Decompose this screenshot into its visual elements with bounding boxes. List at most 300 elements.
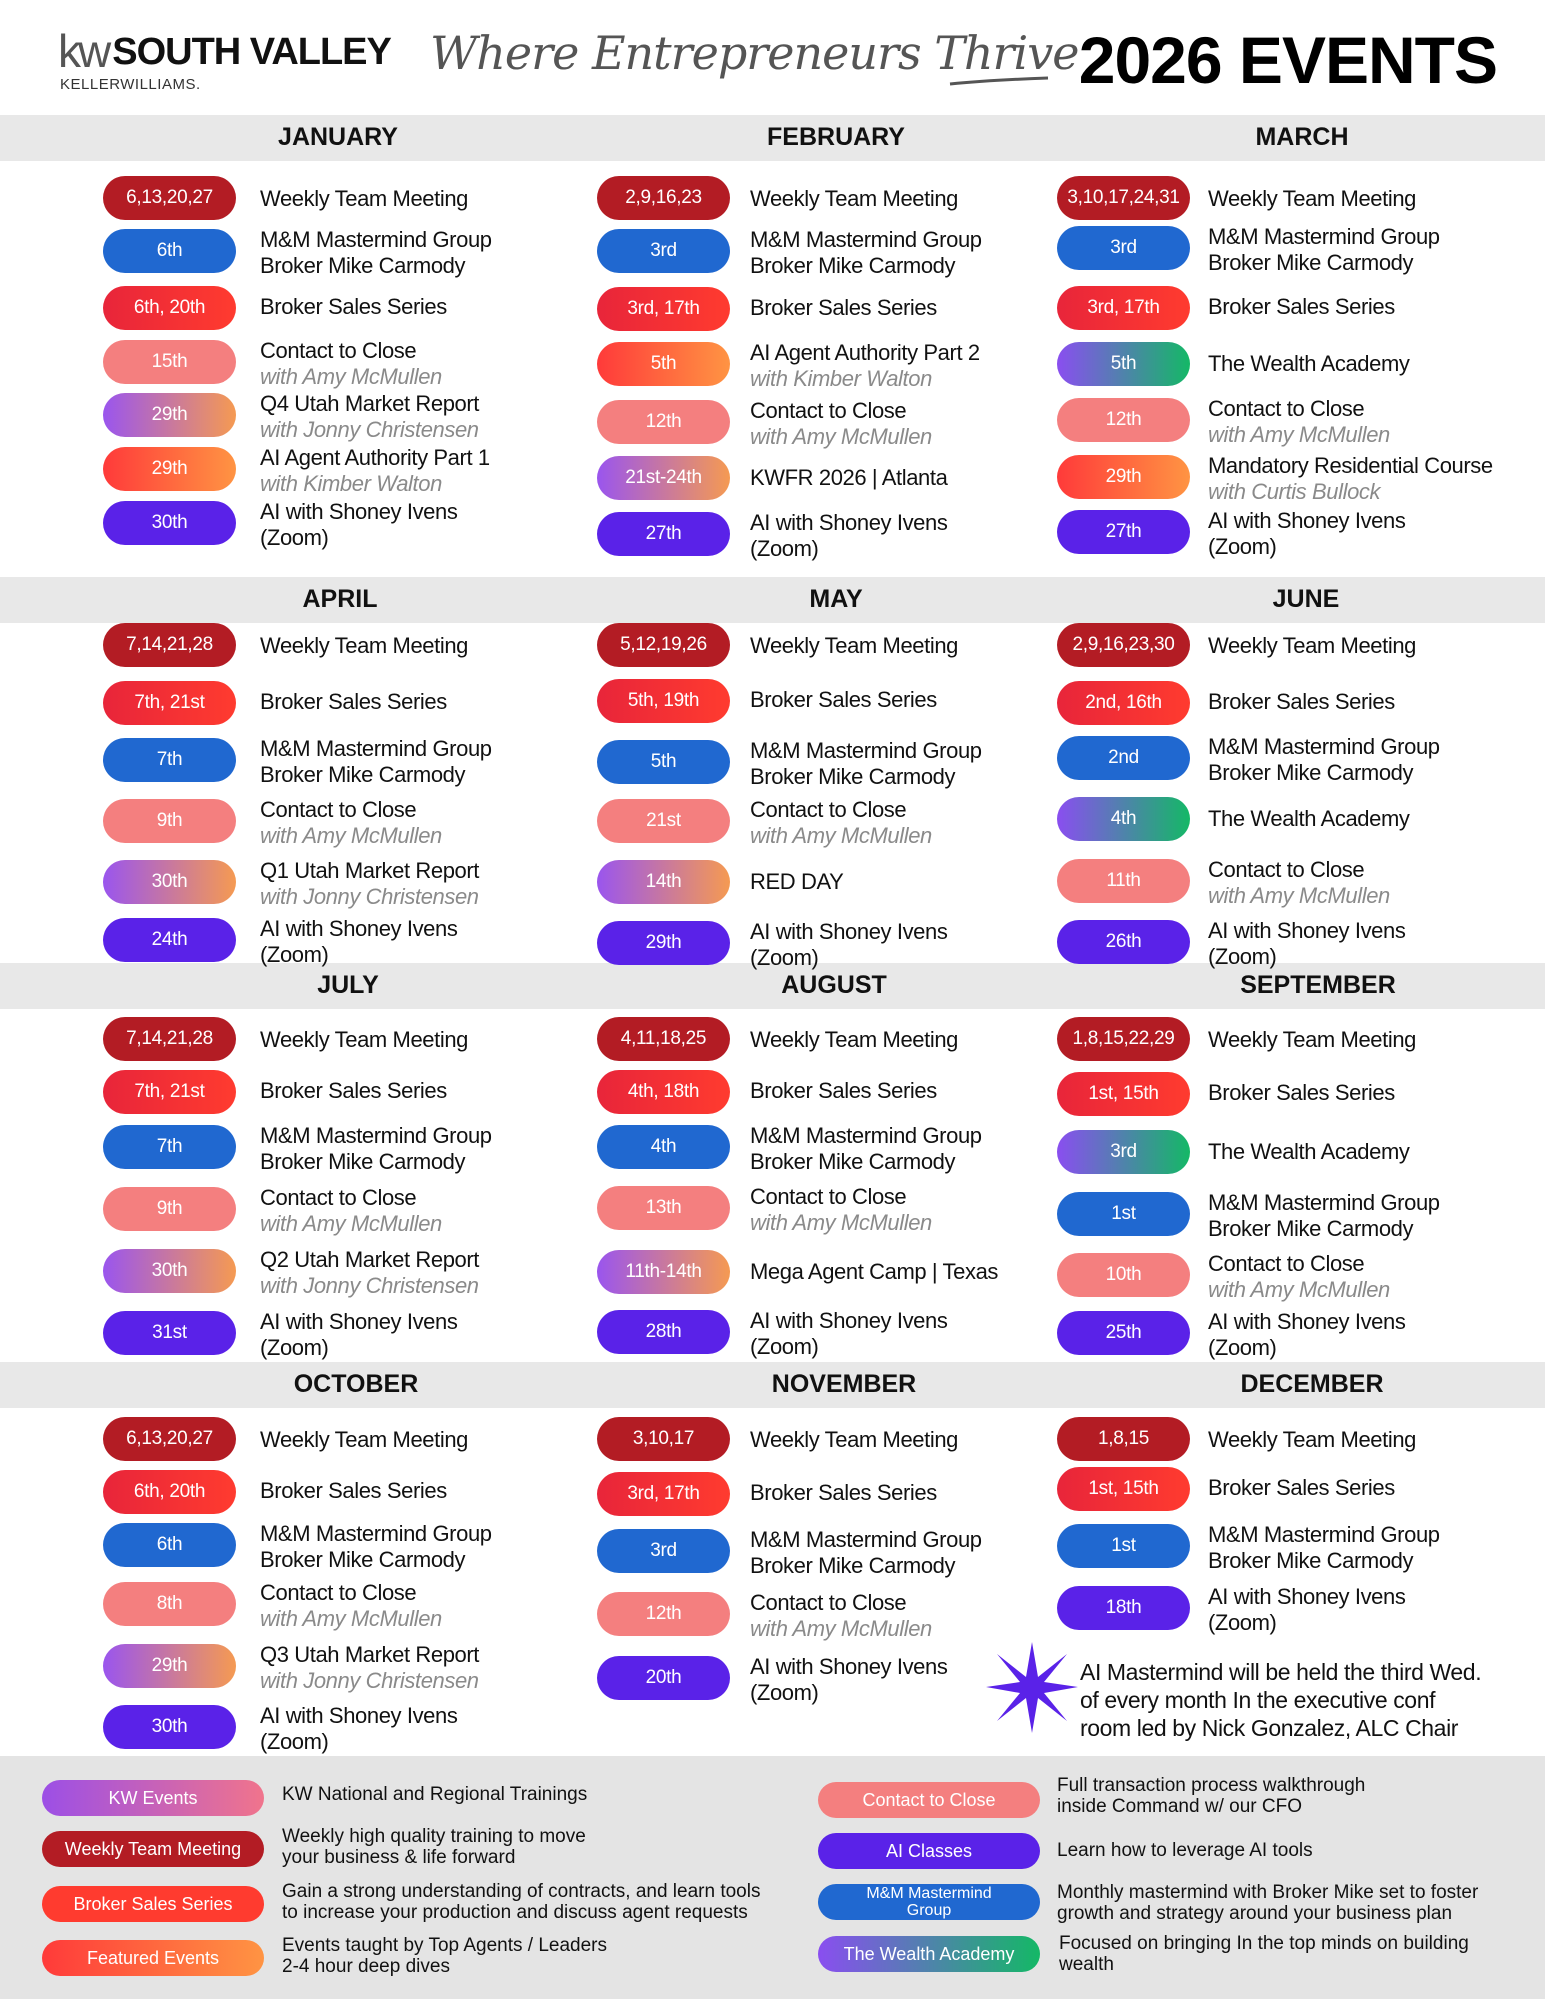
event-q1-utah-market-report <box>260 858 479 910</box>
event-date-pill: 1st, 15th <box>1057 1467 1190 1511</box>
legend-desc-line: to increase your production and discuss agent requests <box>282 1902 748 1923</box>
event-subtitle: (Zoom) <box>1208 944 1277 969</box>
legend-desc-ai-classes <box>1057 1840 1313 1861</box>
event-contact-to-close <box>260 338 442 390</box>
legend-desc-line: Events taught by Top Agents / Leaders <box>282 1935 607 1956</box>
event-presenter: with Amy McMullen <box>1208 883 1390 908</box>
event-title: Contact to Close <box>750 1184 907 1209</box>
event-title: Q2 Utah Market Report <box>260 1247 480 1272</box>
event-date-pill: 9th <box>103 1187 236 1231</box>
event-subtitle: (Zoom) <box>1208 1610 1277 1635</box>
event-date-pill: 7th, 21st <box>103 681 236 725</box>
event-title: AI with Shoney Ivens <box>260 499 458 524</box>
event-date-pill: 12th <box>1057 398 1190 442</box>
event-subtitle: Broker Mike Carmody <box>260 762 466 787</box>
event-contact-to-close <box>750 1590 932 1642</box>
page-header <box>0 0 1545 115</box>
event-title: AI with Shoney Ivens <box>1208 1584 1406 1609</box>
event-date-pill: 20th <box>597 1656 730 1700</box>
event-date-pill: 27th <box>1057 510 1190 554</box>
event-contact-to-close <box>260 1185 442 1237</box>
legend-desc-line: Focused on bringing In the top minds on building <box>1059 1933 1469 1954</box>
event-title: M&M Mastermind Group <box>260 736 492 761</box>
legend-desc-line: wealth <box>1059 1954 1114 1975</box>
event-date-pill: 2nd, 16th <box>1057 681 1190 725</box>
event-m-m-mastermind-group <box>260 736 492 788</box>
legend-desc-broker-sales-series <box>282 1881 760 1923</box>
event-date-pill: 12th <box>597 400 730 444</box>
event-weekly-team-meeting <box>750 633 958 659</box>
event-date-pill: 8th <box>103 1582 236 1626</box>
event-title: AI Agent Authority Part 2 <box>750 340 980 365</box>
event-weekly-team-meeting <box>260 186 468 212</box>
event-broker-sales-series <box>260 1078 447 1104</box>
event-ai-agent-authority-part-2 <box>750 340 980 392</box>
event-title: Broker Sales Series <box>260 294 447 319</box>
event-title: Weekly Team Meeting <box>1208 633 1417 658</box>
event-date-pill: 6th <box>103 229 236 273</box>
event-date-pill: 3rd <box>1057 226 1190 270</box>
legend-desc-line: Monthly mastermind with Broker Mike set to foster <box>1057 1882 1479 1903</box>
event-presenter: with Amy McMullen <box>260 364 442 389</box>
event-broker-sales-series <box>1208 1080 1395 1106</box>
event-contact-to-close <box>750 1184 932 1236</box>
event-m-m-mastermind-group <box>750 1123 982 1175</box>
event-date-pill: 9th <box>103 799 236 843</box>
event-subtitle: (Zoom) <box>750 1680 819 1705</box>
event-date-pill: 24th <box>103 918 236 962</box>
event-m-m-mastermind-group <box>750 1527 982 1579</box>
legend-pill-kw-events: KW Events <box>42 1780 264 1816</box>
event-title: AI with Shoney Ivens <box>260 916 458 941</box>
event-ai-with-shoney-ivens <box>260 1309 457 1361</box>
event-title: M&M Mastermind Group <box>750 227 982 252</box>
event-subtitle: (Zoom) <box>260 942 329 967</box>
event-date-pill: 3rd, 17th <box>1057 286 1190 330</box>
event-title: Mandatory Residential Course <box>1208 453 1493 478</box>
legend-desc-line: 2-4 hour deep dives <box>282 1956 450 1977</box>
event-subtitle: Broker Mike Carmody <box>750 764 956 789</box>
event-title: M&M Mastermind Group <box>260 227 492 252</box>
event-title: Weekly Team Meeting <box>750 1027 959 1052</box>
event-title: Q4 Utah Market Report <box>260 391 480 416</box>
event-date-pill: 15th <box>103 340 236 384</box>
event-date-pill: 18th <box>1057 1586 1190 1630</box>
event-weekly-team-meeting <box>1208 1427 1416 1453</box>
event-title: Contact to Close <box>260 1185 417 1210</box>
event-mandatory-residential-course <box>1208 453 1493 505</box>
event-date-pill: 29th <box>103 447 236 491</box>
event-subtitle: (Zoom) <box>260 1729 329 1754</box>
event-q3-utah-market-report <box>260 1642 479 1694</box>
event-date-pill: 1,8,15,22,29 <box>1057 1017 1190 1061</box>
event-title: AI with Shoney Ivens <box>750 919 948 944</box>
event-weekly-team-meeting <box>750 1427 958 1453</box>
event-subtitle: (Zoom) <box>1208 1335 1277 1360</box>
page-title: 2026 EVENTS <box>1078 23 1497 97</box>
event-weekly-team-meeting <box>260 1427 468 1453</box>
legend-desc-line: Full transaction process walkthrough <box>1057 1775 1366 1796</box>
event-title: M&M Mastermind Group <box>260 1123 492 1148</box>
event-m-m-mastermind-group <box>1208 1522 1440 1574</box>
event-title: Weekly Team Meeting <box>750 186 959 211</box>
event-subtitle: Broker Mike Carmody <box>260 1547 466 1572</box>
legend-desc-line: your business & life forward <box>282 1847 516 1868</box>
event-date-pill: 29th <box>597 921 730 965</box>
event-title: Q3 Utah Market Report <box>260 1642 480 1667</box>
legend-desc-line: Gain a strong understanding of contracts, and learn tools <box>282 1881 761 1902</box>
tagline-text: Where Entrepreneurs Thrive <box>430 26 1079 80</box>
event-date-pill: 3rd <box>597 229 730 273</box>
event-subtitle: Broker Mike Carmody <box>1208 1216 1414 1241</box>
legend <box>0 1756 1545 1999</box>
event-date-pill: 7th <box>103 738 236 782</box>
month-heading-november: NOVEMBER <box>771 1370 917 1398</box>
event-subtitle: Broker Mike Carmody <box>1208 1548 1414 1573</box>
event-date-pill: 7th, 21st <box>103 1070 236 1114</box>
event-broker-sales-series <box>750 295 937 321</box>
event-title: Contact to Close <box>750 797 907 822</box>
event-date-pill: 4th <box>1057 797 1190 841</box>
event-title: AI with Shoney Ivens <box>750 510 948 535</box>
event-ai-with-shoney-ivens <box>750 919 947 971</box>
event-subtitle: Broker Mike Carmody <box>750 1149 956 1174</box>
event-date-pill: 31st <box>103 1311 236 1355</box>
event-date-pill: 2,9,16,23 <box>597 176 730 220</box>
event-date-pill: 3rd, 17th <box>597 287 730 331</box>
event-title: Weekly Team Meeting <box>1208 1027 1417 1052</box>
event-date-pill: 3,10,17,24,31 <box>1057 176 1190 220</box>
event-presenter: with Amy McMullen <box>750 424 932 449</box>
event-title: AI with Shoney Ivens <box>260 1309 458 1334</box>
event-presenter: with Amy McMullen <box>260 823 442 848</box>
event-title: KWFR 2026 | Atlanta <box>750 465 948 490</box>
event-date-pill: 5th, 19th <box>597 679 730 723</box>
logo-name: SOUTH VALLEY <box>112 31 391 73</box>
event-ai-with-shoney-ivens <box>260 916 457 968</box>
event-title: AI with Shoney Ivens <box>750 1654 948 1679</box>
legend-desc-weekly-team-meeting <box>282 1826 586 1868</box>
event-subtitle: (Zoom) <box>1208 534 1277 559</box>
event-ai-with-shoney-ivens <box>1208 1584 1405 1636</box>
event-title: Broker Sales Series <box>260 689 447 714</box>
legend-desc-featured-events <box>282 1935 607 1977</box>
event-date-pill: 30th <box>103 501 236 545</box>
event-presenter: with Kimber Walton <box>260 471 442 496</box>
event-presenter: with Amy McMullen <box>260 1606 442 1631</box>
event-title: M&M Mastermind Group <box>1208 224 1440 249</box>
event-subtitle: (Zoom) <box>260 525 329 550</box>
event-title: Contact to Close <box>260 797 417 822</box>
event-date-pill: 4th, 18th <box>597 1070 730 1114</box>
event-date-pill: 12th <box>597 1592 730 1636</box>
logo-kw: kw <box>58 25 109 77</box>
event-date-pill: 1,8,15 <box>1057 1417 1190 1461</box>
event-date-pill: 30th <box>103 860 236 904</box>
event-date-pill: 5th <box>597 740 730 784</box>
event-title: AI with Shoney Ivens <box>260 1703 458 1728</box>
event-title: Contact to Close <box>750 1590 907 1615</box>
event-ai-with-shoney-ivens <box>750 1654 947 1706</box>
month-heading-september: SEPTEMBER <box>1240 971 1396 999</box>
event-ai-with-shoney-ivens <box>1208 918 1405 970</box>
event-contact-to-close <box>1208 1251 1390 1303</box>
event-contact-to-close <box>750 398 932 450</box>
event-the-wealth-academy <box>1208 1139 1410 1165</box>
event-subtitle: Broker Mike Carmody <box>750 1553 956 1578</box>
event-date-pill: 1st <box>1057 1524 1190 1568</box>
event-date-pill: 3rd <box>1057 1130 1190 1174</box>
event-title: Weekly Team Meeting <box>260 1027 469 1052</box>
event-title: Broker Sales Series <box>1208 689 1395 714</box>
event-title: Broker Sales Series <box>750 1078 937 1103</box>
month-heading-july: JULY <box>317 971 379 999</box>
event-title: Weekly Team Meeting <box>1208 186 1417 211</box>
event-date-pill: 29th <box>1057 455 1190 499</box>
starburst-icon <box>985 1640 1080 1735</box>
event-title: Contact to Close <box>260 338 417 363</box>
event-title: Mega Agent Camp | Texas <box>750 1259 999 1284</box>
event-title: Broker Sales Series <box>260 1478 447 1503</box>
event-presenter: with Amy McMullen <box>1208 1277 1390 1302</box>
event-presenter: with Curtis Bullock <box>1208 479 1381 504</box>
event-broker-sales-series <box>1208 689 1395 715</box>
event-m-m-mastermind-group <box>750 738 982 790</box>
event-weekly-team-meeting <box>1208 186 1416 212</box>
event-title: Weekly Team Meeting <box>260 1427 469 1452</box>
tagline-underline-icon <box>430 22 1050 92</box>
legend-desc-line: inside Command w/ our CFO <box>1057 1796 1302 1817</box>
event-q2-utah-market-report <box>260 1247 479 1299</box>
event-date-pill: 30th <box>103 1249 236 1293</box>
legend-desc-mastermind <box>1057 1882 1478 1924</box>
event-date-pill: 6,13,20,27 <box>103 176 236 220</box>
event-weekly-team-meeting <box>1208 633 1416 659</box>
event-title: Broker Sales Series <box>750 687 937 712</box>
note-line: room led by Nick Gonzalez, ALC Chair <box>1080 1715 1459 1741</box>
event-title: Broker Sales Series <box>1208 294 1395 319</box>
event-date-pill: 6,13,20,27 <box>103 1417 236 1461</box>
month-heading-march: MARCH <box>1255 123 1349 151</box>
event-date-pill: 21st <box>597 799 730 843</box>
event-date-pill: 5th <box>1057 342 1190 386</box>
legend-pill-contact-to-close: Contact to Close <box>818 1782 1040 1818</box>
legend-pill-broker-sales-series: Broker Sales Series <box>42 1886 264 1922</box>
month-heading-december: DECEMBER <box>1240 1370 1384 1398</box>
event-contact-to-close <box>1208 857 1390 909</box>
event-subtitle: Broker Mike Carmody <box>260 1149 466 1174</box>
event-ai-with-shoney-ivens <box>260 1703 457 1755</box>
event-m-m-mastermind-group <box>1208 734 1440 786</box>
event-subtitle: (Zoom) <box>260 1335 329 1360</box>
event-title: Broker Sales Series <box>1208 1080 1395 1105</box>
legend-desc-kw-events <box>282 1784 587 1805</box>
event-date-pill: 13th <box>597 1186 730 1230</box>
tagline <box>430 22 1079 92</box>
event-title: RED DAY <box>750 869 844 894</box>
event-date-pill: 3rd <box>597 1529 730 1573</box>
event-date-pill: 5th <box>597 342 730 386</box>
event-title: Contact to Close <box>750 398 907 423</box>
event-title: AI with Shoney Ivens <box>750 1308 948 1333</box>
event-presenter: with Amy McMullen <box>750 1210 932 1235</box>
event-subtitle: (Zoom) <box>750 1334 819 1359</box>
event-subtitle: (Zoom) <box>750 945 819 970</box>
event-date-pill: 1st <box>1057 1192 1190 1236</box>
event-date-pill: 10th <box>1057 1253 1190 1297</box>
event-date-pill: 25th <box>1057 1311 1190 1355</box>
event-title: Broker Sales Series <box>750 1480 937 1505</box>
event-contact-to-close <box>1208 396 1390 448</box>
event-title: Broker Sales Series <box>260 1078 447 1103</box>
event-weekly-team-meeting <box>1208 1027 1416 1053</box>
legend-pill-weekly-team-meeting: Weekly Team Meeting <box>42 1831 264 1867</box>
event-presenter: with Jonny Christensen <box>260 1273 479 1298</box>
event-m-m-mastermind-group <box>750 227 982 279</box>
event-m-m-mastermind-group <box>260 1521 492 1573</box>
event-subtitle: Broker Mike Carmody <box>260 253 466 278</box>
event-date-pill: 4,11,18,25 <box>597 1017 730 1061</box>
event-ai-with-shoney-ivens <box>1208 508 1405 560</box>
event-subtitle: Broker Mike Carmody <box>750 253 956 278</box>
event-the-wealth-academy <box>1208 351 1410 377</box>
event-title: Weekly Team Meeting <box>1208 1427 1417 1452</box>
event-title: Contact to Close <box>260 1580 417 1605</box>
event-title: M&M Mastermind Group <box>1208 734 1440 759</box>
event-date-pill: 11th <box>1057 859 1190 903</box>
legend-pill-wealth-academy: The Wealth Academy <box>818 1936 1040 1972</box>
event-ai-with-shoney-ivens <box>260 499 457 551</box>
event-presenter: with Kimber Walton <box>750 366 932 391</box>
event-date-pill: 1st, 15th <box>1057 1072 1190 1116</box>
kw-logo <box>58 25 391 93</box>
event-title: Weekly Team Meeting <box>260 186 469 211</box>
event-broker-sales-series <box>260 1478 447 1504</box>
event-broker-sales-series <box>260 294 447 320</box>
event-title: The Wealth Academy <box>1208 351 1410 376</box>
logo-subtitle: KELLERWILLIAMS. <box>60 76 201 93</box>
event-title: M&M Mastermind Group <box>1208 1522 1440 1547</box>
event-presenter: with Amy McMullen <box>750 823 932 848</box>
legend-desc-contact-to-close <box>1057 1775 1365 1817</box>
event-title: Broker Sales Series <box>750 295 937 320</box>
month-heading-april: APRIL <box>302 585 378 613</box>
event-ai-with-shoney-ivens <box>1208 1309 1405 1361</box>
event-title: Contact to Close <box>1208 1251 1365 1276</box>
event-date-pill: 4th <box>597 1125 730 1169</box>
event-title: Weekly Team Meeting <box>260 633 469 658</box>
event-ai-with-shoney-ivens <box>750 1308 947 1360</box>
event-title: Q1 Utah Market Report <box>260 858 480 883</box>
event-title: M&M Mastermind Group <box>750 1123 982 1148</box>
event-title: AI with Shoney Ivens <box>1208 1309 1406 1334</box>
event-date-pill: 3,10,17 <box>597 1417 730 1461</box>
event-kwfr-2026-atlanta <box>750 465 947 491</box>
event-title: Contact to Close <box>1208 857 1365 882</box>
event-title: Weekly Team Meeting <box>750 633 959 658</box>
event-date-pill: 26th <box>1057 920 1190 964</box>
event-weekly-team-meeting <box>260 1027 468 1053</box>
legend-desc-wealth-academy <box>1059 1933 1469 1975</box>
event-presenter: with Jonny Christensen <box>260 417 479 442</box>
legend-desc-line: growth and strategy around your business plan <box>1057 1903 1453 1924</box>
event-broker-sales-series <box>750 1078 937 1104</box>
event-broker-sales-series <box>1208 1475 1395 1501</box>
event-date-pill: 2,9,16,23,30 <box>1057 623 1190 667</box>
event-contact-to-close <box>260 1580 442 1632</box>
event-weekly-team-meeting <box>750 186 958 212</box>
event-weekly-team-meeting <box>260 633 468 659</box>
event-title: Contact to Close <box>1208 396 1365 421</box>
event-title: AI with Shoney Ivens <box>1208 918 1406 943</box>
event-presenter: with Jonny Christensen <box>260 1668 479 1693</box>
event-title: AI Agent Authority Part 1 <box>260 445 490 470</box>
event-date-pill: 7th <box>103 1125 236 1169</box>
event-date-pill: 21st-24th <box>597 456 730 500</box>
event-date-pill: 28th <box>597 1310 730 1354</box>
event-title: Weekly Team Meeting <box>750 1427 959 1452</box>
legend-pill-mastermind: M&M Mastermind Group <box>818 1884 1040 1920</box>
event-broker-sales-series <box>1208 294 1395 320</box>
ai-mastermind-note <box>1080 1658 1481 1742</box>
event-date-pill: 29th <box>103 1644 236 1688</box>
month-heading-august: AUGUST <box>781 971 887 999</box>
event-title: M&M Mastermind Group <box>750 738 982 763</box>
event-broker-sales-series <box>750 1480 937 1506</box>
event-m-m-mastermind-group <box>260 227 492 279</box>
event-date-pill: 7,14,21,28 <box>103 623 236 667</box>
event-broker-sales-series <box>750 687 937 713</box>
event-ai-agent-authority-part-1 <box>260 445 490 497</box>
event-date-pill: 3rd, 17th <box>597 1472 730 1516</box>
event-title: The Wealth Academy <box>1208 1139 1410 1164</box>
event-broker-sales-series <box>260 689 447 715</box>
note-line: of every month In the executive conf <box>1080 1687 1436 1713</box>
month-heading-january: JANUARY <box>278 123 398 151</box>
event-title: M&M Mastermind Group <box>1208 1190 1440 1215</box>
month-heading-june: JUNE <box>1272 585 1340 613</box>
event-date-pill: 6th <box>103 1523 236 1567</box>
event-title: Broker Sales Series <box>1208 1475 1395 1500</box>
event-subtitle: Broker Mike Carmody <box>1208 760 1414 785</box>
event-title: M&M Mastermind Group <box>260 1521 492 1546</box>
event-date-pill: 29th <box>103 393 236 437</box>
event-date-pill: 2nd <box>1057 736 1190 780</box>
month-heading-february: FEBRUARY <box>767 123 905 151</box>
month-heading-october: OCTOBER <box>293 1370 419 1398</box>
event-date-pill: 5,12,19,26 <box>597 623 730 667</box>
event-presenter: with Amy McMullen <box>260 1211 442 1236</box>
legend-desc-line: Learn how to leverage AI tools <box>1057 1840 1313 1861</box>
legend-desc-line: Weekly high quality training to move <box>282 1826 586 1847</box>
event-m-m-mastermind-group <box>260 1123 492 1175</box>
event-title: The Wealth Academy <box>1208 806 1410 831</box>
event-date-pill: 6th, 20th <box>103 286 236 330</box>
event-contact-to-close <box>260 797 442 849</box>
event-presenter: with Amy McMullen <box>750 1616 932 1641</box>
event-q4-utah-market-report <box>260 391 479 443</box>
legend-desc-line: KW National and Regional Trainings <box>282 1784 588 1805</box>
event-title: AI with Shoney Ivens <box>1208 508 1406 533</box>
event-date-pill: 27th <box>597 512 730 556</box>
event-date-pill: 11th-14th <box>597 1250 730 1294</box>
event-date-pill: 14th <box>597 860 730 904</box>
event-title: M&M Mastermind Group <box>750 1527 982 1552</box>
event-date-pill: 6th, 20th <box>103 1470 236 1514</box>
event-m-m-mastermind-group <box>1208 1190 1440 1242</box>
event-contact-to-close <box>750 797 932 849</box>
legend-pill-ai-classes: AI Classes <box>818 1833 1040 1869</box>
